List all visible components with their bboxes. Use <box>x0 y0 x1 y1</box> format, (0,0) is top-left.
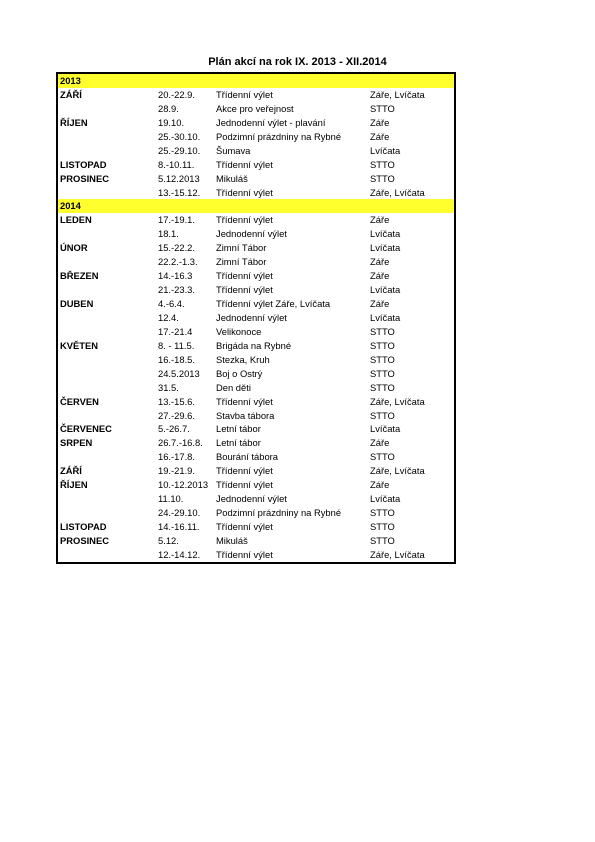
table-row <box>58 381 454 395</box>
date-cell: 13.-15.12. <box>158 186 201 198</box>
month-cell: LISTOPAD <box>60 521 107 532</box>
date-cell: 19.10. <box>158 116 185 128</box>
date-cell: 12.-14.12. <box>158 548 201 560</box>
group-cell: STTO <box>370 507 395 519</box>
table-row <box>58 241 454 255</box>
event-cell: Velikonoce <box>216 325 262 337</box>
table-row <box>58 353 454 367</box>
group-cell: Záře <box>370 479 390 491</box>
table-row <box>58 283 454 297</box>
event-cell: Mikuláš <box>216 172 248 184</box>
group-cell: STTO <box>370 521 395 532</box>
table-row <box>58 520 454 534</box>
date-cell: 19.-21.9. <box>158 465 196 477</box>
group-cell: Záře, Lvíčata <box>370 186 425 198</box>
event-cell: Brigáda na Rybné <box>216 339 292 351</box>
event-cell: Třídenní výlet <box>216 395 273 407</box>
group-cell: Záře, Lvíčata <box>370 465 425 477</box>
event-cell: Jednodenní výlet <box>216 311 287 323</box>
date-cell: 5.12.2013 <box>158 172 200 184</box>
month-cell: SRPEN <box>60 437 93 449</box>
month-cell: ŘÍJEN <box>60 479 88 491</box>
group-cell: Záře, Lvíčata <box>370 88 425 100</box>
table-row <box>58 409 454 423</box>
group-cell: STTO <box>370 158 395 170</box>
group-cell: Záře <box>370 214 390 226</box>
group-cell: Lvíčata <box>370 144 401 156</box>
group-cell: Lvíčata <box>370 311 401 323</box>
group-cell: STTO <box>370 381 395 393</box>
date-cell: 24.5.2013 <box>158 367 200 379</box>
event-cell: Akce pro veřejnost <box>216 102 294 114</box>
table-row <box>58 116 454 130</box>
month-cell: LISTOPAD <box>60 158 107 170</box>
date-cell: 25.-29.10. <box>158 144 201 156</box>
group-cell: STTO <box>370 451 395 463</box>
table-row <box>58 130 454 144</box>
date-cell: 5.-26.7. <box>158 423 190 435</box>
date-cell: 12.4. <box>158 311 179 323</box>
table-row <box>58 172 454 186</box>
group-cell: Lvíčata <box>370 242 401 254</box>
event-cell: Třídenní výlet Záře, Lvíčata <box>216 298 331 309</box>
table-row <box>58 506 454 520</box>
table-row <box>58 269 454 283</box>
group-cell: Záře <box>370 116 390 128</box>
group-cell: Lvíčata <box>370 493 401 505</box>
month-cell: ČERVENEC <box>60 423 112 435</box>
event-cell: Jednodenní výlet <box>216 228 287 240</box>
date-cell: 14.-16.11. <box>158 521 200 532</box>
date-cell: 16.-18.5. <box>158 353 196 365</box>
year-label: 2013 <box>60 75 81 86</box>
event-cell: Třídenní výlet <box>216 284 273 296</box>
table-row <box>58 297 454 311</box>
group-cell: Záře <box>370 298 390 309</box>
event-cell: Den děti <box>216 381 251 393</box>
table-row <box>58 492 454 506</box>
table-row <box>58 88 454 102</box>
month-cell: KVĚTEN <box>60 339 99 351</box>
schedule-table <box>56 72 456 564</box>
table-row <box>58 311 454 325</box>
page-title: Plán akcí na rok IX. 2013 - XII.2014 <box>208 56 387 68</box>
group-cell: Záře <box>370 437 390 449</box>
date-cell: 27.-29.6. <box>158 409 196 421</box>
event-cell: Šumava <box>216 144 251 156</box>
date-cell: 28.9. <box>158 102 179 114</box>
event-cell: Třídenní výlet <box>216 521 273 532</box>
date-cell: 31.5. <box>158 381 179 393</box>
date-cell: 24.-29.10. <box>158 507 201 519</box>
table-row <box>58 213 454 227</box>
event-cell: Zimní Tábor <box>216 242 267 254</box>
date-cell: 17.-19.1. <box>158 214 196 226</box>
event-cell: Boj o Ostrý <box>216 367 263 379</box>
table-row <box>58 436 454 450</box>
group-cell: STTO <box>370 367 395 379</box>
group-cell: Záře <box>370 270 390 282</box>
event-cell: Třídenní výlet <box>216 186 273 198</box>
event-cell: Třídenní výlet <box>216 479 273 491</box>
event-cell: Třídenní výlet <box>216 548 273 560</box>
event-cell: Zimní Tábor <box>216 256 267 268</box>
table-row <box>58 422 454 436</box>
event-cell: Letní tábor <box>216 423 261 435</box>
date-cell: 5.12. <box>158 534 179 546</box>
event-cell: Třídenní výlet <box>216 270 273 282</box>
group-cell: Záře <box>370 130 390 142</box>
event-cell: Podzimní prázdniny na Rybné <box>216 507 342 519</box>
year-band <box>58 74 454 88</box>
group-cell: Lvíčata <box>370 228 401 240</box>
event-cell: Podzimní prázdniny na Rybné <box>216 130 342 142</box>
event-cell: Třídenní výlet <box>216 88 273 100</box>
group-cell: Záře, Lvíčata <box>370 548 425 560</box>
table-row <box>58 255 454 269</box>
event-cell: Stavba tábora <box>216 409 275 421</box>
month-cell: ČERVEN <box>60 395 99 407</box>
year-band <box>58 199 454 213</box>
event-cell: Stezka, Kruh <box>216 353 270 365</box>
table-row <box>58 450 454 464</box>
event-cell: Letní tábor <box>216 437 261 449</box>
event-cell: Třídenní výlet <box>216 158 273 170</box>
month-cell: BŘEZEN <box>60 270 99 282</box>
event-cell: Třídenní výlet <box>216 214 273 226</box>
date-cell: 25.-30.10. <box>158 130 201 142</box>
group-cell: STTO <box>370 409 395 421</box>
event-cell: Mikuláš <box>216 534 248 546</box>
table-row <box>58 325 454 339</box>
event-cell: Jednodenní výlet <box>216 493 287 505</box>
table-row <box>58 395 454 409</box>
date-cell: 14.-16.3 <box>158 270 193 282</box>
date-cell: 17.-21.4 <box>158 325 193 337</box>
year-label: 2014 <box>60 200 81 212</box>
table-row <box>58 339 454 353</box>
month-cell: ZÁŘÍ <box>60 465 82 477</box>
date-cell: 4.-6.4. <box>158 298 185 309</box>
group-cell: Lvíčata <box>370 284 401 296</box>
table-row <box>58 227 454 241</box>
group-cell: Záře, Lvíčata <box>370 395 425 407</box>
table-row <box>58 478 454 492</box>
group-cell: STTO <box>370 339 395 351</box>
month-cell: ŘÍJEN <box>60 116 88 128</box>
date-cell: 11.10. <box>158 493 184 505</box>
group-cell: Lvíčata <box>370 423 401 435</box>
month-cell: PROSINEC <box>60 172 109 184</box>
date-cell: 18.1. <box>158 228 179 240</box>
table-row <box>58 158 454 172</box>
table-row <box>58 464 454 478</box>
table-row <box>58 102 454 116</box>
date-cell: 22.2.-1.3. <box>158 256 198 268</box>
date-cell: 20.-22.9. <box>158 88 196 100</box>
event-cell: Jednodenní výlet - plavání <box>216 116 326 128</box>
date-cell: 26.7.-16.8. <box>158 437 203 449</box>
group-cell: STTO <box>370 172 395 184</box>
month-cell: DUBEN <box>60 298 94 309</box>
date-cell: 13.-15.6. <box>158 395 196 407</box>
table-row <box>58 534 454 548</box>
month-cell: LEDEN <box>60 214 92 226</box>
table-row <box>58 367 454 381</box>
group-cell: STTO <box>370 102 395 114</box>
date-cell: 10.-12.2013 <box>158 479 209 491</box>
table-row <box>58 144 454 158</box>
month-cell: ZÁŘÍ <box>60 88 82 100</box>
group-cell: Záře <box>370 256 390 268</box>
month-cell: ÚNOR <box>60 242 88 254</box>
group-cell: STTO <box>370 353 395 365</box>
date-cell: 21.-23.3. <box>158 284 196 296</box>
date-cell: 16.-17.8. <box>158 451 196 463</box>
event-cell: Bourání tábora <box>216 451 279 463</box>
month-cell: PROSINEC <box>60 534 109 546</box>
event-cell: Třídenní výlet <box>216 465 273 477</box>
date-cell: 8.-10.11. <box>158 158 195 170</box>
group-cell: STTO <box>370 534 395 546</box>
group-cell: STTO <box>370 325 395 337</box>
table-row <box>58 186 454 200</box>
date-cell: 8. - 11.5. <box>158 339 195 351</box>
date-cell: 15.-22.2. <box>158 242 196 254</box>
table-row <box>58 548 454 562</box>
